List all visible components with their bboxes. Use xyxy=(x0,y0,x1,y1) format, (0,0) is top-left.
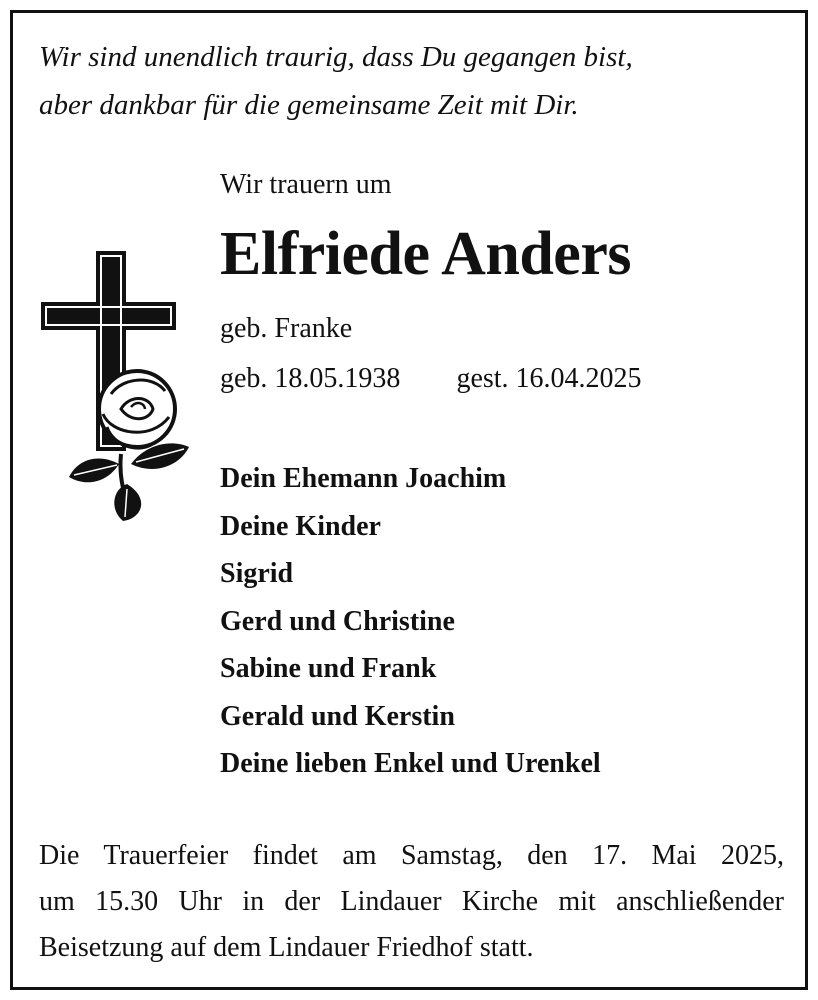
life-dates xyxy=(220,363,642,395)
mourner-line: Sabine und Frank xyxy=(220,653,437,684)
birth-date: geb. 18.05.1938 xyxy=(220,363,401,394)
mourner-line: Sigrid xyxy=(220,558,294,589)
ceremony-line-1: Die Trauerfeier findet am Samstag, den 17. Mai 2025, xyxy=(39,840,784,871)
obituary-frame xyxy=(10,10,808,990)
motto xyxy=(39,33,779,129)
ceremony-line-3: Beisetzung auf dem Lindauer Friedhof statt. xyxy=(39,932,534,963)
motto-line-2: aber dankbar für die gemeinsame Zeit mit Dir. xyxy=(39,89,579,121)
deceased-name: Elfriede Anders xyxy=(220,220,631,288)
mourner-line: Deine Kinder xyxy=(220,510,381,542)
death-date: gest. 16.04.2025 xyxy=(456,363,642,394)
ceremony-line-2: um 15.30 Uhr in der Lindauer Kirche mit anschließender xyxy=(39,886,784,917)
cross-and-rose xyxy=(41,249,201,524)
mourner-line: Dein Ehemann Joachim xyxy=(220,463,507,494)
mourner-line: Gerd und Christine xyxy=(220,605,455,637)
rose-icon xyxy=(69,371,189,521)
mourner-line: Deine lieben Enkel und Urenkel xyxy=(220,748,601,779)
mourning-intro: Wir trauern um xyxy=(220,169,392,200)
maiden-name: geb. Franke xyxy=(220,313,353,344)
ceremony-notice xyxy=(39,833,784,971)
mourners-list xyxy=(220,455,601,788)
motto-line-1: Wir sind unendlich traurig, dass Du gegangen bist, xyxy=(39,41,633,73)
mourner-line: Gerald und Kerstin xyxy=(220,700,455,732)
